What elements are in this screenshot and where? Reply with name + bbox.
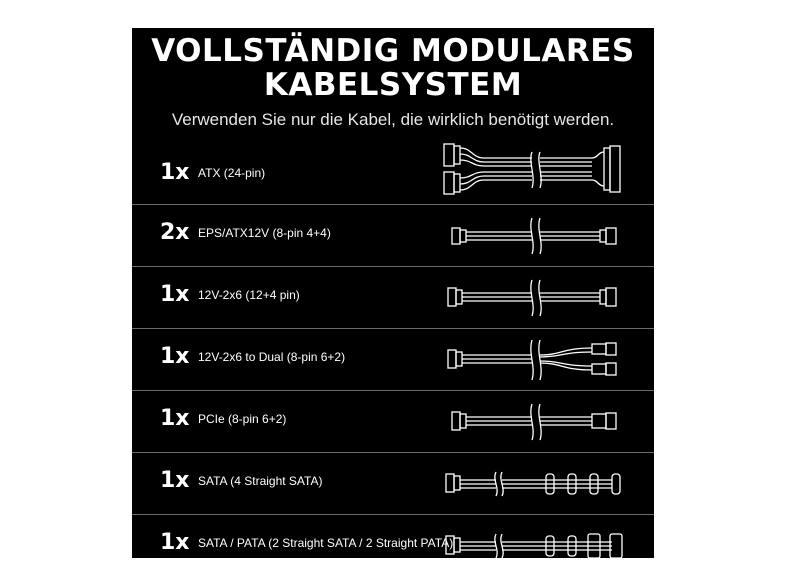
pcie-cable-icon bbox=[432, 392, 632, 450]
cable-row-atx bbox=[132, 140, 654, 200]
title-line-2: KABELSYSTEM bbox=[263, 67, 523, 103]
cable-row-sata bbox=[132, 452, 654, 512]
row-divider bbox=[132, 390, 654, 391]
cable-label: SATA (4 Straight SATA) bbox=[198, 474, 323, 488]
cable-quantity: 2x bbox=[160, 220, 190, 245]
row-divider bbox=[132, 266, 654, 267]
12v-2x6-cable-icon bbox=[432, 268, 632, 326]
title-line-1: VOLLSTÄNDIG MODULARES bbox=[151, 33, 635, 69]
cable-label: EPS/ATX12V (8-pin 4+4) bbox=[198, 226, 331, 240]
atx-cable-icon bbox=[432, 142, 632, 200]
cable-label: 12V-2x6 to Dual (8-pin 6+2) bbox=[198, 350, 346, 364]
sata-pata-cable-icon bbox=[432, 516, 632, 558]
cable-quantity: 1x bbox=[160, 282, 190, 307]
row-divider bbox=[132, 514, 654, 515]
12v-dual-cable-icon bbox=[432, 330, 632, 388]
cable-label: PCIe (8-pin 6+2) bbox=[198, 412, 287, 426]
cable-quantity: 1x bbox=[160, 344, 190, 369]
subtitle: Verwenden Sie nur die Kabel, die wirklich benötigt werden. bbox=[171, 110, 615, 129]
eps-cable-icon bbox=[432, 206, 632, 264]
cable-label: ATX (24-pin) bbox=[198, 166, 266, 180]
cable-row-eps bbox=[132, 204, 654, 264]
cable-label: SATA / PATA (2 Straight SATA / 2 Straight PATA) bbox=[198, 536, 454, 550]
page-title bbox=[132, 34, 654, 102]
sata-cable-icon bbox=[432, 454, 632, 512]
row-divider bbox=[132, 204, 654, 205]
cable-row-12v-dual bbox=[132, 328, 654, 388]
cable-row-12v-2x6 bbox=[132, 266, 654, 326]
product-panel bbox=[132, 28, 654, 558]
cable-quantity: 1x bbox=[160, 530, 190, 555]
cable-quantity: 1x bbox=[160, 468, 190, 493]
row-divider bbox=[132, 452, 654, 453]
cable-quantity: 1x bbox=[160, 406, 190, 431]
cable-row-sata-pata bbox=[132, 514, 654, 558]
cable-row-pcie bbox=[132, 390, 654, 450]
cable-quantity: 1x bbox=[160, 160, 190, 185]
cable-label: 12V-2x6 (12+4 pin) bbox=[198, 288, 300, 302]
row-divider bbox=[132, 328, 654, 329]
